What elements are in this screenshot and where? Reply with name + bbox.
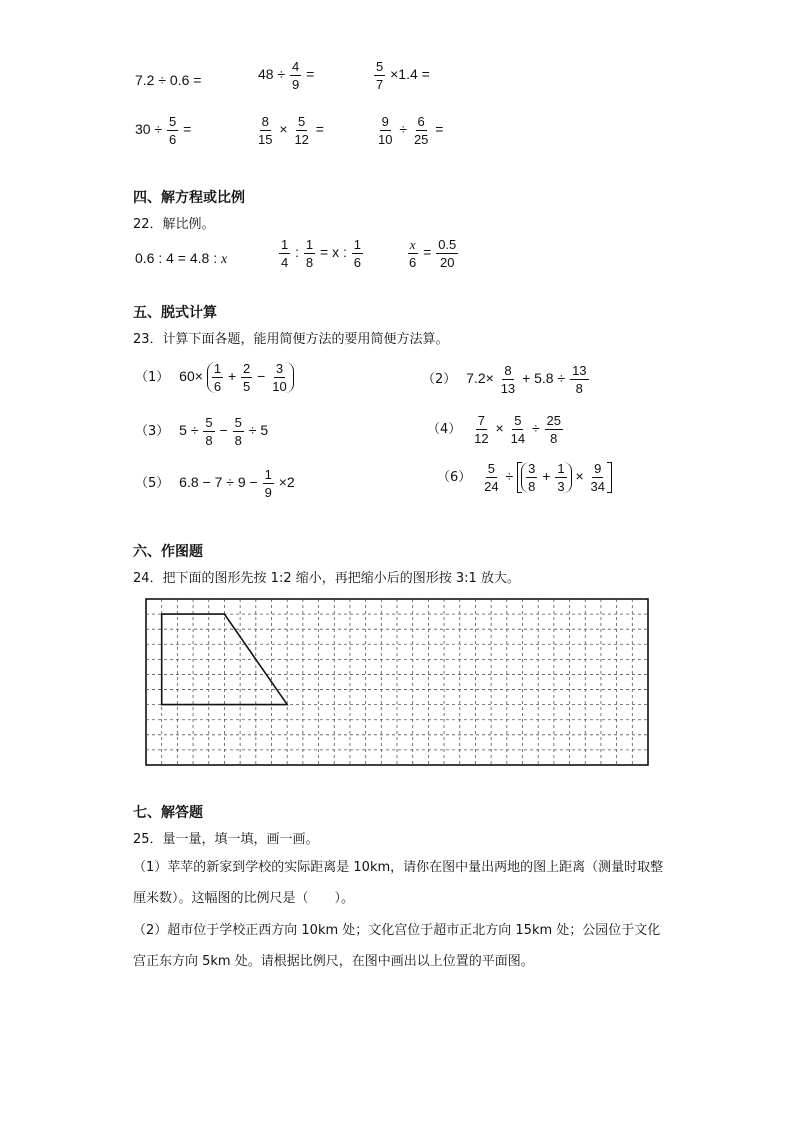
fraction bbox=[436, 238, 458, 269]
section-7-title: 七、解答题 bbox=[133, 805, 203, 821]
denominator: 5 bbox=[243, 379, 251, 394]
problem-label: （5） bbox=[135, 476, 170, 492]
proportion-1-text: 0.6 : 4 = 4.8 : bbox=[135, 250, 218, 266]
problem-4 bbox=[427, 414, 564, 445]
numerator: 25 bbox=[546, 413, 562, 428]
fraction bbox=[270, 362, 288, 393]
equals: = bbox=[315, 121, 324, 138]
fraction bbox=[472, 414, 490, 445]
numerator: 8 bbox=[504, 363, 512, 378]
denominator: 8 bbox=[305, 255, 314, 270]
numerator: 1 bbox=[305, 237, 314, 252]
variable-x: x bbox=[221, 252, 228, 267]
numerator: 5 bbox=[234, 415, 242, 430]
denominator: 7 bbox=[376, 77, 384, 92]
numerator: 5 bbox=[298, 114, 306, 129]
numerator: 3 bbox=[528, 461, 536, 476]
numerator: 5 bbox=[205, 415, 213, 430]
fraction bbox=[555, 462, 566, 493]
parentheses bbox=[521, 462, 571, 493]
question-22: 22．解比例。 bbox=[133, 217, 215, 232]
problem-3 bbox=[135, 416, 268, 447]
problem-2-mid: + 5.8 ÷ bbox=[522, 370, 566, 387]
fraction bbox=[263, 468, 274, 499]
operator: × bbox=[575, 468, 584, 485]
problem-5-pre: 6.8 − 7 ÷ 9 − bbox=[179, 474, 258, 491]
problem-2 bbox=[422, 364, 590, 395]
denominator: 24 bbox=[484, 479, 499, 494]
denominator: 15 bbox=[258, 132, 273, 147]
numerator: 5 bbox=[514, 413, 522, 428]
question-23: 23．计算下面各题，能用简便方法的要用简便方法算。 bbox=[133, 332, 449, 347]
calc-r2-b bbox=[255, 115, 324, 146]
numerator: 1 bbox=[264, 467, 272, 482]
equals: = bbox=[435, 121, 444, 138]
numerator: 5 bbox=[376, 59, 384, 74]
denominator: 20 bbox=[440, 255, 455, 270]
fraction bbox=[256, 115, 274, 146]
fraction bbox=[545, 414, 563, 445]
numerator: x bbox=[409, 237, 416, 252]
problem-label: （1） bbox=[135, 370, 170, 386]
proportion-2 bbox=[278, 238, 364, 269]
numerator: 9 bbox=[594, 461, 602, 476]
denominator: 12 bbox=[474, 431, 489, 446]
fraction bbox=[499, 364, 517, 395]
operator: + bbox=[542, 468, 551, 485]
fraction bbox=[241, 362, 252, 393]
fraction bbox=[482, 462, 500, 493]
calc-r2-c bbox=[375, 115, 443, 146]
fraction bbox=[352, 238, 363, 269]
problem-label: （6） bbox=[437, 470, 472, 486]
fraction bbox=[203, 416, 214, 447]
numerator: 5 bbox=[487, 461, 496, 476]
denominator: 9 bbox=[292, 77, 300, 92]
question-25-part-1: （1）苹苹的新家到学校的实际距离是 10km，请你在图中量出两地的图上距离（测量时取整厘米数）。这幅图的比例尺是（ ）。 bbox=[133, 860, 664, 906]
calc-r2-a bbox=[135, 115, 191, 146]
denominator: 6 bbox=[409, 255, 417, 270]
denominator: 8 bbox=[575, 381, 583, 396]
denominator: 10 bbox=[272, 379, 287, 394]
parentheses bbox=[207, 362, 294, 393]
denominator: 3 bbox=[557, 479, 565, 494]
section-5-title: 五、脱式计算 bbox=[133, 305, 217, 321]
equals: = bbox=[183, 121, 192, 138]
calc-r1-a: 7.2 ÷ 0.6 = bbox=[135, 72, 202, 88]
numerator: 5 bbox=[169, 114, 177, 129]
calc-r1-c bbox=[373, 60, 430, 91]
fraction bbox=[292, 115, 310, 146]
denominator: 4 bbox=[281, 255, 289, 270]
proportion-1 bbox=[135, 250, 227, 268]
question-25: 25．量一量，填一填，画一画。 bbox=[133, 832, 319, 847]
denominator: 9 bbox=[264, 485, 272, 500]
numerator: 1 bbox=[353, 237, 362, 252]
numerator: 2 bbox=[243, 361, 251, 376]
fraction bbox=[526, 462, 537, 493]
operator: × bbox=[495, 420, 504, 437]
denominator: 12 bbox=[294, 132, 309, 147]
question-25-part-2: （2）超市位于学校正西方向 10km 处；文化宫位于超市正北方向 15km 处；公园位于文化宫正东方向 5km 处。请根据比例尺，在图中画出以上位置的平面图。 bbox=[133, 923, 661, 969]
operator: + bbox=[227, 368, 237, 385]
denominator: 25 bbox=[413, 132, 429, 147]
denominator: 10 bbox=[378, 132, 393, 147]
problem-label: （4） bbox=[427, 422, 462, 438]
operator: ÷ bbox=[505, 468, 514, 485]
denominator: 6 bbox=[169, 132, 177, 147]
problem-6 bbox=[437, 462, 612, 493]
calc-r1-c-post: ×1.4 = bbox=[390, 66, 430, 83]
problem-label: （2） bbox=[422, 372, 457, 388]
fraction bbox=[167, 115, 178, 146]
numerator: 3 bbox=[275, 361, 284, 376]
problem-3-post: ÷ 5 bbox=[248, 422, 269, 439]
denominator: 6 bbox=[213, 379, 222, 394]
fraction bbox=[407, 238, 418, 269]
operator: − bbox=[219, 422, 228, 439]
operator: − bbox=[257, 368, 266, 385]
fraction bbox=[290, 60, 301, 91]
problem-2-pre: 7.2× bbox=[466, 370, 494, 387]
problem-label: （3） bbox=[135, 424, 170, 440]
operator: × bbox=[279, 121, 288, 138]
calc-r2-a-pre: 30 ÷ bbox=[135, 121, 163, 138]
numerator: 9 bbox=[381, 114, 389, 129]
fraction bbox=[233, 416, 244, 447]
colon: : bbox=[295, 244, 300, 261]
numerator: 13 bbox=[572, 363, 587, 378]
denominator: 14 bbox=[510, 431, 526, 446]
numerator: 0.5 bbox=[438, 237, 457, 252]
numerator: 4 bbox=[292, 59, 300, 74]
fraction bbox=[212, 362, 223, 393]
fraction bbox=[412, 115, 430, 146]
denominator: 8 bbox=[205, 433, 213, 448]
proportion-3 bbox=[406, 238, 459, 269]
numerator: 7 bbox=[477, 413, 486, 428]
numerator: 1 bbox=[213, 361, 222, 376]
section-4-title: 四、解方程或比例 bbox=[133, 190, 245, 206]
calc-r1-b-pre: 48 ÷ bbox=[258, 66, 286, 83]
question-24: 24．把下面的图形先按 1:2 缩小，再把缩小后的图形按 3:1 放大。 bbox=[133, 571, 520, 586]
fraction bbox=[279, 238, 290, 269]
numerator: 1 bbox=[557, 461, 565, 476]
operator: ÷ bbox=[531, 420, 540, 437]
fraction bbox=[374, 60, 385, 91]
denominator: 8 bbox=[234, 433, 242, 448]
equals: = bbox=[306, 66, 315, 83]
numerator: 6 bbox=[417, 114, 425, 129]
denominator: 6 bbox=[353, 255, 362, 270]
denominator: 8 bbox=[550, 431, 558, 446]
numerator: 1 bbox=[281, 237, 289, 252]
drawing-grid[interactable] bbox=[143, 596, 651, 768]
problem-3-pre: 5 ÷ bbox=[179, 422, 199, 439]
fraction bbox=[509, 414, 527, 445]
operator: ÷ bbox=[399, 121, 408, 138]
equals: = bbox=[423, 244, 432, 261]
calc-r1-b bbox=[258, 60, 314, 91]
square-brackets bbox=[517, 462, 612, 493]
problem-5 bbox=[135, 468, 295, 499]
fraction bbox=[589, 462, 607, 493]
problem-1 bbox=[135, 362, 294, 393]
problem-5-post: ×2 bbox=[278, 474, 295, 491]
problem-1-pre: 60× bbox=[179, 368, 203, 385]
numerator: 8 bbox=[261, 114, 269, 129]
proportion-2-mid: = x : bbox=[320, 244, 347, 261]
fraction bbox=[376, 115, 394, 146]
denominator: 13 bbox=[500, 381, 516, 396]
section-6-title: 六、作图题 bbox=[133, 544, 203, 560]
denominator: 34 bbox=[590, 479, 605, 494]
fraction bbox=[570, 364, 588, 395]
denominator: 8 bbox=[528, 479, 536, 494]
fraction bbox=[304, 238, 315, 269]
